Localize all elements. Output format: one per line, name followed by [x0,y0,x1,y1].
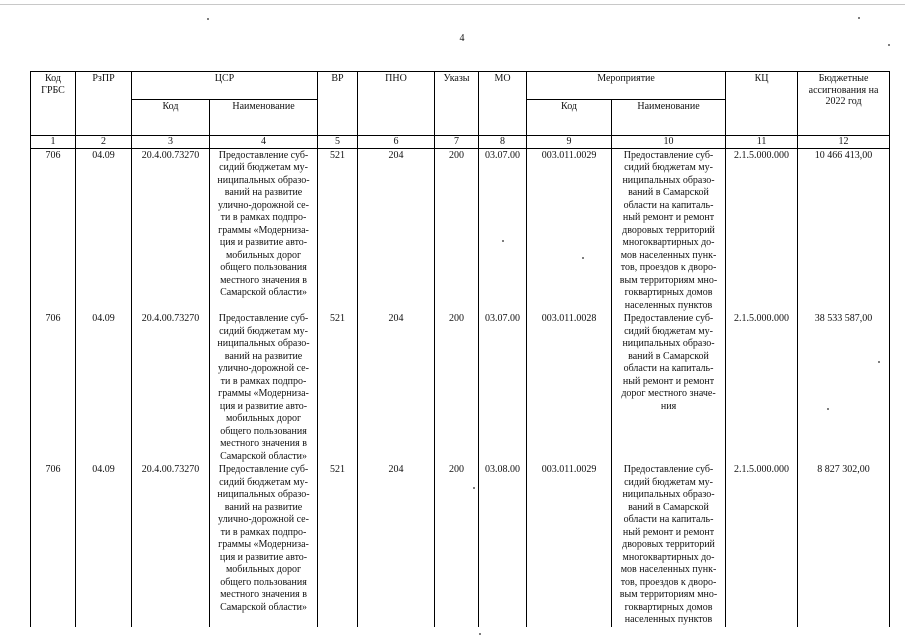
header-kod-grbs: Код ГРБС [31,72,76,136]
column-number: 11 [726,136,798,149]
cell-amount: 10 466 413,00 [798,148,890,312]
header-csr: ЦСР [132,72,318,100]
top-scan-edge [0,4,905,5]
scan-speck [473,487,475,489]
column-number: 12 [798,136,890,149]
column-number: 5 [318,136,358,149]
header-mer-kod: Код [527,100,612,136]
cell-ukazy: 200 [435,312,479,463]
cell-mer-name: Предоставление суб- сидий бюджетам му- ниципальных образо- ваний в Самарской области на капиталь- ный ремонт и ремонт дорог местного значе- ния [612,312,726,463]
cell-mer-name: Предоставление суб- сидий бюджетам му- ниципальных образо- ваний в Самарской области на капиталь- ный ремонт и ремонт дворовых территорий многоквартирных до- мов населенных пунк- тов, проездов к дворо- вым территориям мно- гоквартирных домов населенных пунктов [612,148,726,312]
cell-kc: 2.1.5.000.000 [726,312,798,463]
cell-amount: 8 827 302,00 [798,463,890,627]
column-number: 6 [358,136,435,149]
header-pno: ПНО [358,72,435,136]
cell-kod-grbs: 706 [31,312,76,463]
column-number: 9 [527,136,612,149]
scan-speck [479,633,481,635]
table-row [31,312,890,463]
column-number: 7 [435,136,479,149]
cell-mo: 03.07.00 [479,312,527,463]
cell-rzpr: 04.09 [76,148,132,312]
column-number: 1 [31,136,76,149]
scan-speck [827,408,829,410]
cell-pno: 204 [358,148,435,312]
column-number: 10 [612,136,726,149]
cell-pno: 204 [358,312,435,463]
cell-csr-kod: 20.4.00.73270 [132,148,210,312]
header-meropriyatie: Мероприятие [527,72,726,100]
cell-mo: 03.08.00 [479,463,527,627]
cell-mer-kod: 003.011.0029 [527,148,612,312]
column-number: 4 [210,136,318,149]
header-vr: ВР [318,72,358,136]
scan-speck [582,257,584,259]
table-header [31,72,890,149]
header-budget: Бюджетные ассигнования на 2022 год [798,72,890,136]
cell-rzpr: 04.09 [76,463,132,627]
scan-speck [858,17,860,19]
table-body [31,148,890,627]
header-mo: МО [479,72,527,136]
header-rzpr: РзПР [76,72,132,136]
header-kc: КЦ [726,72,798,136]
cell-rzpr: 04.09 [76,312,132,463]
table-row [31,463,890,627]
budget-table [30,71,890,627]
cell-mer-name: Предоставление суб- сидий бюджетам му- ниципальных образо- ваний в Самарской области на капиталь- ный ремонт и ремонт дворовых территорий многоквартирных до- мов населенных пунк- тов, проездов к дворо- вым территориям мно- гоквартирных домов населенных пунктов [612,463,726,627]
cell-csr-name: Предоставление суб- сидий бюджетам му- ниципальных образо- ваний на развитие улично-дорожной се- ти в рамках подпро- граммы «Модерниза- ция и развитие авто- мобильных дорог общего пользования местного значения в Самарской области» [210,312,318,463]
cell-amount: 38 533 587,00 [798,312,890,463]
header-mer-name: Наименование [612,100,726,136]
column-number: 2 [76,136,132,149]
cell-csr-name: Предоставление суб- сидий бюджетам му- ниципальных образо- ваний на развитие улично-дорожной се- ти в рамках подпро- граммы «Модерниза- ция и развитие авто- мобильных дорог общего пользования местного значения в Самарской области» [210,463,318,627]
scan-speck [878,361,880,363]
cell-kc: 2.1.5.000.000 [726,148,798,312]
cell-csr-name: Предоставление суб- сидий бюджетам му- ниципальных образо- ваний на развитие улично-дорожной се- ти в рамках подпро- граммы «Модерниза- ция и развитие авто- мобильных дорог общего пользования местного значения в Самарской области» [210,148,318,312]
table-row [31,148,890,312]
column-number: 8 [479,136,527,149]
cell-vr: 521 [318,148,358,312]
cell-mo: 03.07.00 [479,148,527,312]
cell-ukazy: 200 [435,463,479,627]
cell-mer-kod: 003.011.0028 [527,312,612,463]
cell-ukazy: 200 [435,148,479,312]
cell-kc: 2.1.5.000.000 [726,463,798,627]
header-ukazy: Указы [435,72,479,136]
cell-vr: 521 [318,312,358,463]
cell-csr-kod: 20.4.00.73270 [132,463,210,627]
column-number: 3 [132,136,210,149]
scan-speck [888,44,890,46]
scan-speck [502,240,504,242]
page-number: 4 [459,33,465,44]
cell-kod-grbs: 706 [31,463,76,627]
cell-kod-grbs: 706 [31,148,76,312]
column-number-row [31,136,890,149]
header-csr-kod: Код [132,100,210,136]
cell-pno: 204 [358,463,435,627]
cell-mer-kod: 003.011.0029 [527,463,612,627]
cell-csr-kod: 20.4.00.73270 [132,312,210,463]
header-csr-name: Наименование [210,100,318,136]
cell-vr: 521 [318,463,358,627]
scan-speck [207,18,209,20]
